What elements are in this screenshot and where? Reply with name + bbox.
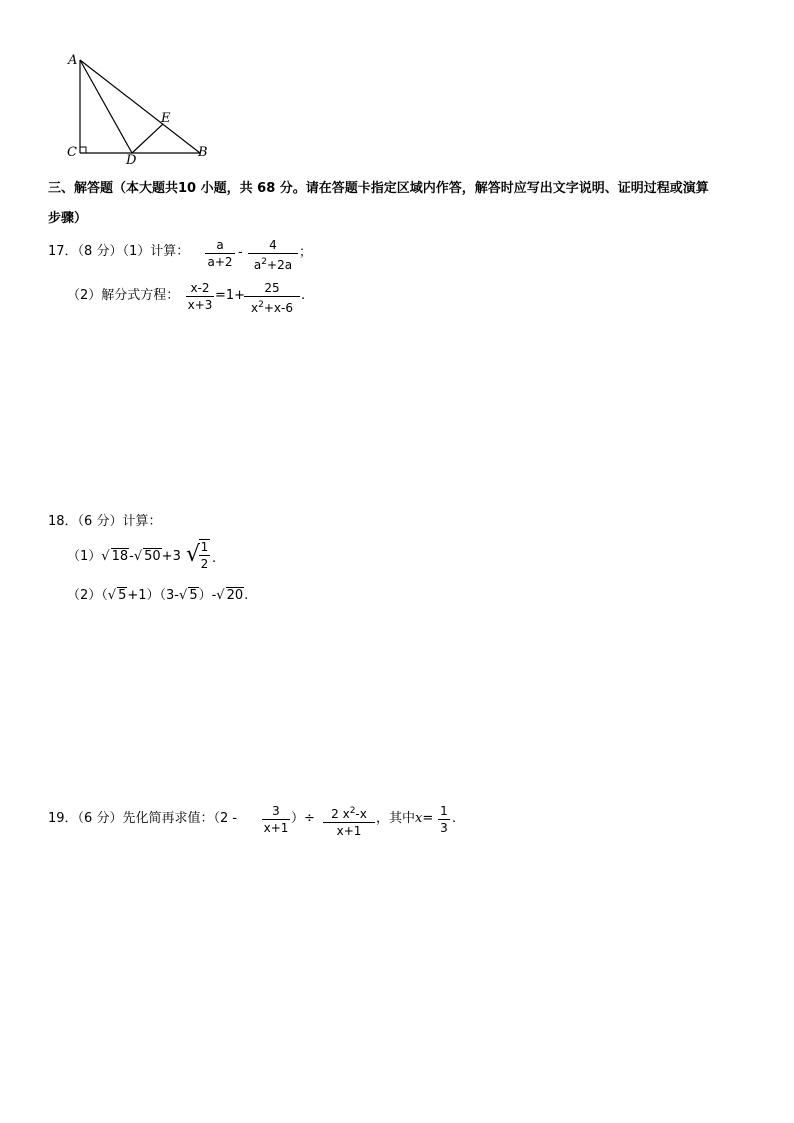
q17-points: （8 分） <box>77 244 123 259</box>
q17-p1-fraction1 <box>205 238 235 269</box>
q18-p1-sqrt-sign: √ <box>186 542 201 567</box>
q18-p1-end: . <box>212 551 217 566</box>
q19-prefix: 19．（6 分）先化简再求值：（2 - <box>48 811 238 826</box>
q19-f3-num: 1 <box>440 804 448 818</box>
q18-p2-end: . <box>244 588 249 603</box>
q17-p2-fraction1 <box>186 281 214 312</box>
q19-where <box>376 811 433 827</box>
q19-close-div: ）÷ <box>291 811 315 826</box>
q19-f1-num: 3 <box>272 804 280 818</box>
section-heading-line1: 三、解答题（本大题共10 小题，共 68 分。请在答题卡指定区域内作答，解答时应写出文字说明、证明过程或演算 <box>48 181 709 196</box>
q19-f3-den: 3 <box>440 821 448 835</box>
q17-p1-f2-den-a: a <box>253 258 262 272</box>
q17-p1-f2-den-b: +2a <box>267 258 293 272</box>
q18-p1-label: （1） <box>67 549 102 564</box>
q18-header: 18．（6 分）计算： <box>48 514 162 529</box>
label-b: B <box>198 145 208 160</box>
triangle-figure <box>60 50 220 165</box>
q19-fraction1 <box>262 804 290 835</box>
q19-fraction3 <box>438 804 450 835</box>
label-c: C <box>67 145 77 160</box>
q18-part1: （1）√ 18-√ 50+3 <box>67 549 181 564</box>
q17-p2-f2-den-b: +x-6 <box>263 301 293 315</box>
q18-p2-label: （2） <box>67 588 102 603</box>
q18-p1-plus3: +3 <box>161 549 181 564</box>
q18-part2: （2）（√ 5+1）（3-√ 5）-√ 20. <box>67 588 249 603</box>
q18-p2-mid2: ）- <box>198 588 217 603</box>
q19-fraction2 <box>323 804 375 838</box>
label-e: E <box>161 111 171 126</box>
q17-p1-fraction2 <box>248 238 298 272</box>
q17-p2-f1-den: x+3 <box>187 298 213 312</box>
q18-p1-fraction <box>199 539 210 571</box>
q18-p1-radicand1: 18 <box>111 549 129 564</box>
q19-f2-num-b: -x <box>355 807 367 821</box>
q17-p1-f2-num: 4 <box>269 238 277 252</box>
q19-f2-num-a: 2 x <box>331 807 350 821</box>
label-d: D <box>126 153 137 165</box>
q17-p2-fraction2 <box>244 281 300 315</box>
q17-p2-eq: =1+ <box>215 288 246 303</box>
q17-p2-f2-den-exp: 2 <box>258 300 264 310</box>
q17-number <box>48 244 189 260</box>
q17-p1-f2-den-exp: 2 <box>261 257 268 267</box>
q19-var: x <box>415 811 423 826</box>
q18-p2-radicand1: 5 <box>118 588 127 603</box>
q17-num-text: 17． <box>48 244 78 259</box>
q17-part1-label: （1）计算： <box>122 244 190 259</box>
q19-f1-den: x+1 <box>263 821 289 835</box>
q19-f2-den: x+1 <box>336 824 362 838</box>
q17-part2-label: （2）解分式方程： <box>67 288 180 303</box>
q18-p1-f-den: 2 <box>200 557 209 571</box>
q17-p1-minus: - <box>238 245 243 260</box>
q17-p1-end: ； <box>299 245 313 260</box>
q17-p1-f1-den: a+2 <box>207 255 233 269</box>
q18-p2-radicand3: 20 <box>226 588 244 603</box>
q18-p1-radicand2: 50 <box>144 549 161 564</box>
q17-p2-f1-num: x-2 <box>190 281 210 295</box>
q18-p2-mid1: +1）（3- <box>127 588 180 603</box>
q17-p2-f2-num: 25 <box>264 281 280 295</box>
q17-p1-f1-num: a <box>216 238 224 252</box>
label-a: A <box>68 53 78 68</box>
q18-p2-radicand2: 5 <box>189 588 198 603</box>
q17-p2-f2-den-a: x <box>251 301 259 315</box>
q17-p2-end: . <box>301 288 306 303</box>
q18-p2-open: （ <box>101 588 108 603</box>
q19-where-text: ，其中 <box>376 811 416 826</box>
q19-eq: = <box>422 811 434 826</box>
section-heading-line2: 步骤） <box>48 211 88 226</box>
q18-p1-minus: - <box>129 549 134 564</box>
q19-f2-num-exp: 2 <box>349 806 356 816</box>
q18-p1-f-num: 1 <box>200 540 209 554</box>
q19-end: . <box>452 811 457 826</box>
